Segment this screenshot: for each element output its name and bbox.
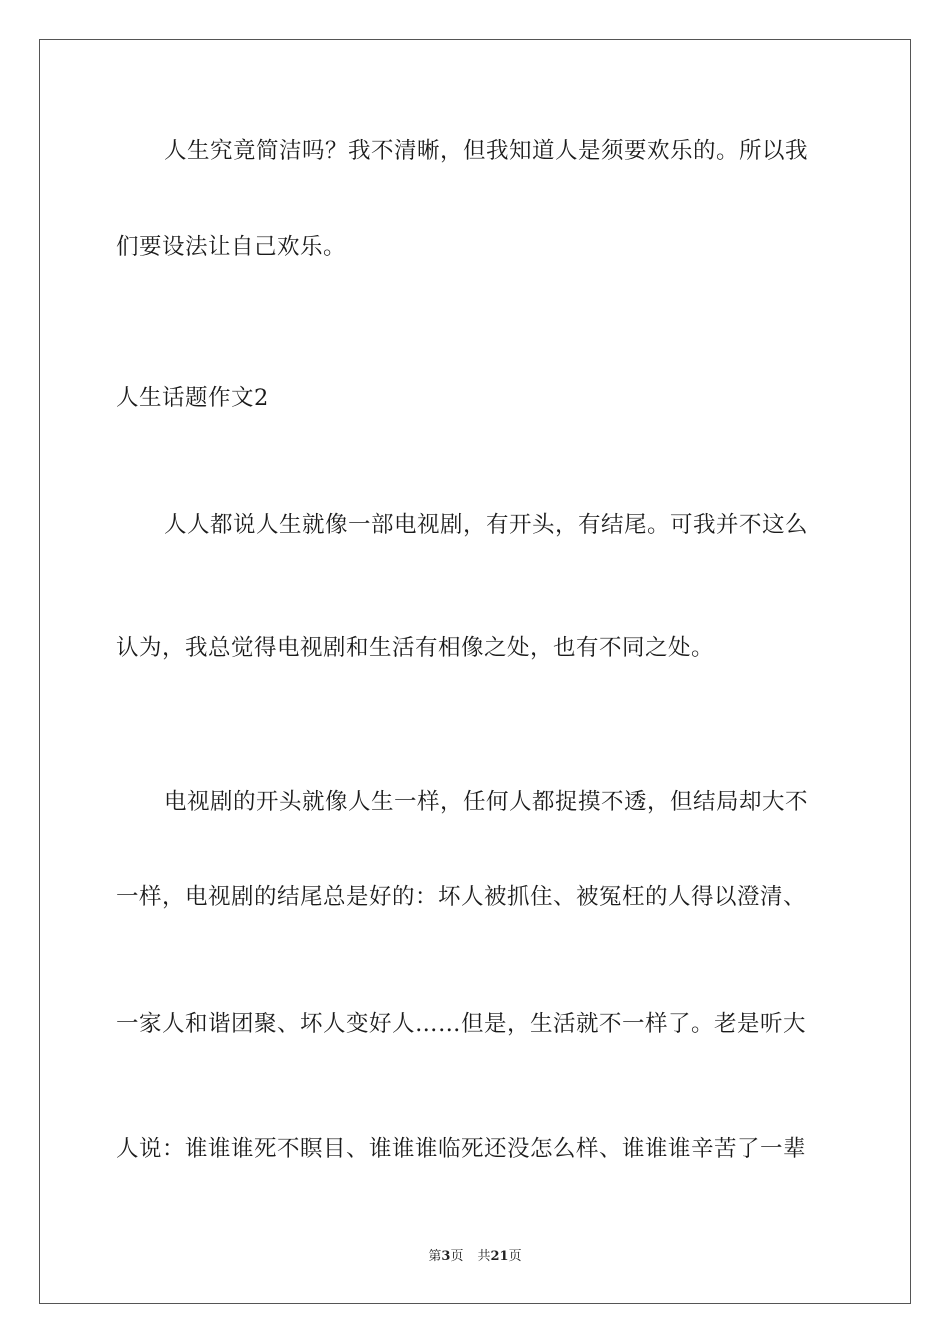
paragraph-line: 认为，我总觉得电视剧和生活有相像之处，也有不同之处。 [116,635,715,661]
paragraph-line: 一家人和谐团聚、坏人变好人……但是，生活就不一样了。老是听大 [116,1011,807,1037]
paragraph-line: 一样，电视剧的结尾总是好的：坏人被抓住、被冤枉的人得以澄清、 [116,884,807,910]
paragraph-line: 人生究竟简洁吗？我不清晰，但我知道人是须要欢乐的。所以我 [164,138,809,164]
page-frame [39,39,911,1304]
footer-prefix: 第 [428,1249,442,1264]
paragraph-line: 人说：谁谁谁死不瞑目、谁谁谁临死还没怎么样、谁谁谁辛苦了一辈 [116,1136,807,1162]
section-heading: 人生话题作文2 [116,385,269,411]
current-page-number: 3 [441,1249,451,1264]
paragraph-line: 们要设法让自己欢乐。 [116,234,347,260]
footer-total-suffix: 页 [508,1249,522,1264]
footer-page-suffix: 页 [450,1249,464,1264]
paragraph-line: 人人都说人生就像一部电视剧，有开头，有结尾。可我并不这么 [164,512,809,538]
total-page-count: 21 [490,1249,509,1264]
page-footer [0,1248,950,1266]
footer-total-prefix: 共 [477,1249,491,1264]
paragraph-line: 电视剧的开头就像人生一样，任何人都捉摸不透，但结局却大不 [164,789,809,815]
